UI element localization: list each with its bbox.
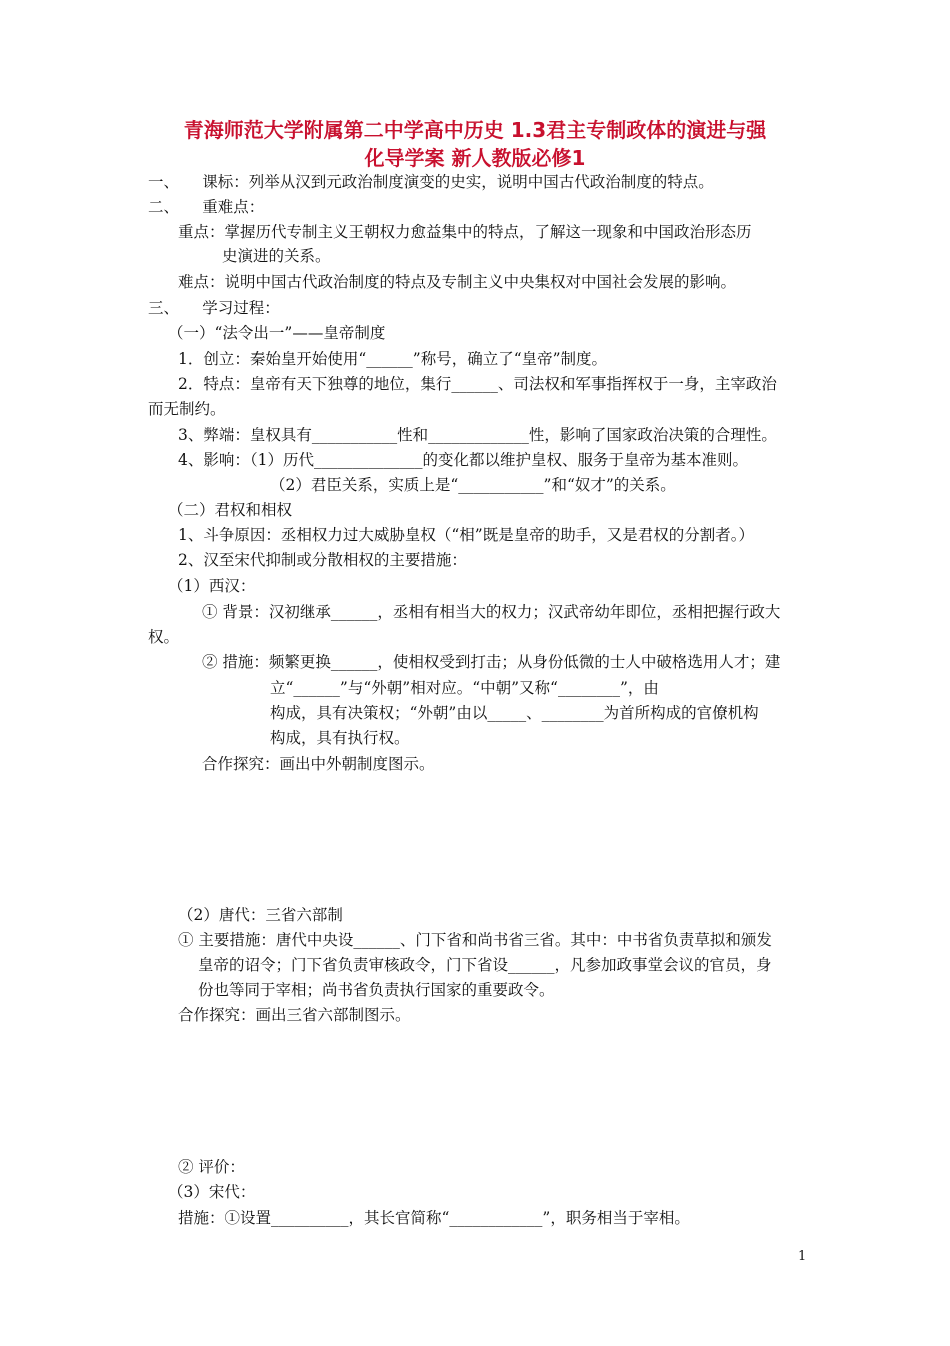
page-number: 1 — [798, 1249, 807, 1264]
item-conflict-cause: 1、斗争原因：丞相权力过大威胁皇权（“相”既是皇帝的助手，又是君权的分割者。） — [178, 526, 754, 544]
western-han-background-line-1: ① 背景：汉初继承______，丞相有相当大的权力；汉武帝幼年即位，丞相把握行政大 — [202, 603, 781, 621]
item-founding: 1．创立：秦始皇开始使用“______”称号，确立了“皇帝”制度。 — [178, 350, 608, 368]
cooperative-inquiry-1: 合作探究：画出中外朝制度图示。 — [202, 755, 435, 773]
subsection-1-heading: （一）“法令出一”——皇帝制度 — [168, 324, 386, 342]
section-1-curriculum: 一、 课标：列举从汉到元政治制度演变的史实，说明中国古代政治制度的特点。 — [148, 173, 714, 191]
item-impact-1: 4、影响：（1）历代______________的变化都以维护皇权、服务于皇帝为基本准则。 — [178, 451, 748, 469]
key-point-line-1: 重点：掌握历代专制主义王朝权力愈益集中的特点，了解这一现象和中国政治形态历 — [178, 223, 752, 241]
item-measures-heading: 2、汉至宋代抑制或分散相权的主要措施： — [178, 551, 467, 569]
item-features-line-2: 而无制约。 — [148, 400, 226, 418]
section-3-heading: 三、 学习过程： — [148, 299, 280, 317]
document-title-line-1: 青海师范大学附属第二中学高中历史 1.3君主专制政体的演进与强 — [183, 118, 767, 142]
western-han-measures-line-3: 构成，具有决策权；“外朝”由以_____、________为首所构成的官僚机构 — [270, 704, 759, 722]
song-measures: 措施：①设置__________，其长官简称“____________”，职务相当于宰相。 — [178, 1209, 690, 1227]
tang-measures-line-1: ① 主要措施：唐代中央设______、门下省和尚书省三省。其中：中书省负责草拟和颁发 — [178, 931, 772, 949]
item-features-line-1: 2．特点：皇帝有天下独尊的地位，集行______、司法权和军事指挥权于一身，主宰政治 — [178, 375, 777, 393]
item-impact-2: （2）君臣关系，实质上是“___________”和“奴才”的关系。 — [270, 476, 676, 494]
item-drawbacks: 3、弊端：皇权具有___________性和_____________性，影响了国家政治决策的合理性。 — [178, 426, 777, 444]
tang-measures-line-3: 份也等同于宰相；尚书省负责执行国家的重要政令。 — [198, 981, 555, 999]
tang-dynasty-heading: （2）唐代：三省六部制 — [178, 906, 343, 924]
tang-measures-line-2: 皇帝的诏令；门下省负责审核政令，门下省设______，凡参加政事堂会议的官员，身 — [198, 956, 772, 974]
tang-evaluation: ② 评价： — [178, 1158, 245, 1176]
key-point-line-2: 史演进的关系。 — [222, 247, 331, 265]
western-han-heading: （1）西汉： — [168, 577, 256, 595]
subsection-2-heading: （二）君权和相权 — [168, 501, 293, 519]
western-han-measures-line-4: 构成，具有执行权。 — [270, 729, 410, 747]
western-han-measures-line-1: ② 措施：频繁更换______，使相权受到打击；从身份低微的士人中破格选用人才；建 — [202, 653, 781, 671]
section-2-heading: 二、 重难点： — [148, 198, 265, 216]
song-dynasty-heading: （3）宋代： — [168, 1183, 256, 1201]
document-title-line-2: 化导学案 新人教版必修1 — [364, 146, 586, 170]
western-han-background-line-2: 权。 — [148, 628, 180, 646]
difficult-point: 难点：说明中国古代政治制度的特点及专制主义中央集权对中国社会发展的影响。 — [178, 273, 737, 291]
cooperative-inquiry-2: 合作探究：画出三省六部制图示。 — [178, 1006, 411, 1024]
western-han-measures-line-2: 立“______”与“外朝”相对应。“中朝”又称“________”，由 — [270, 679, 659, 697]
